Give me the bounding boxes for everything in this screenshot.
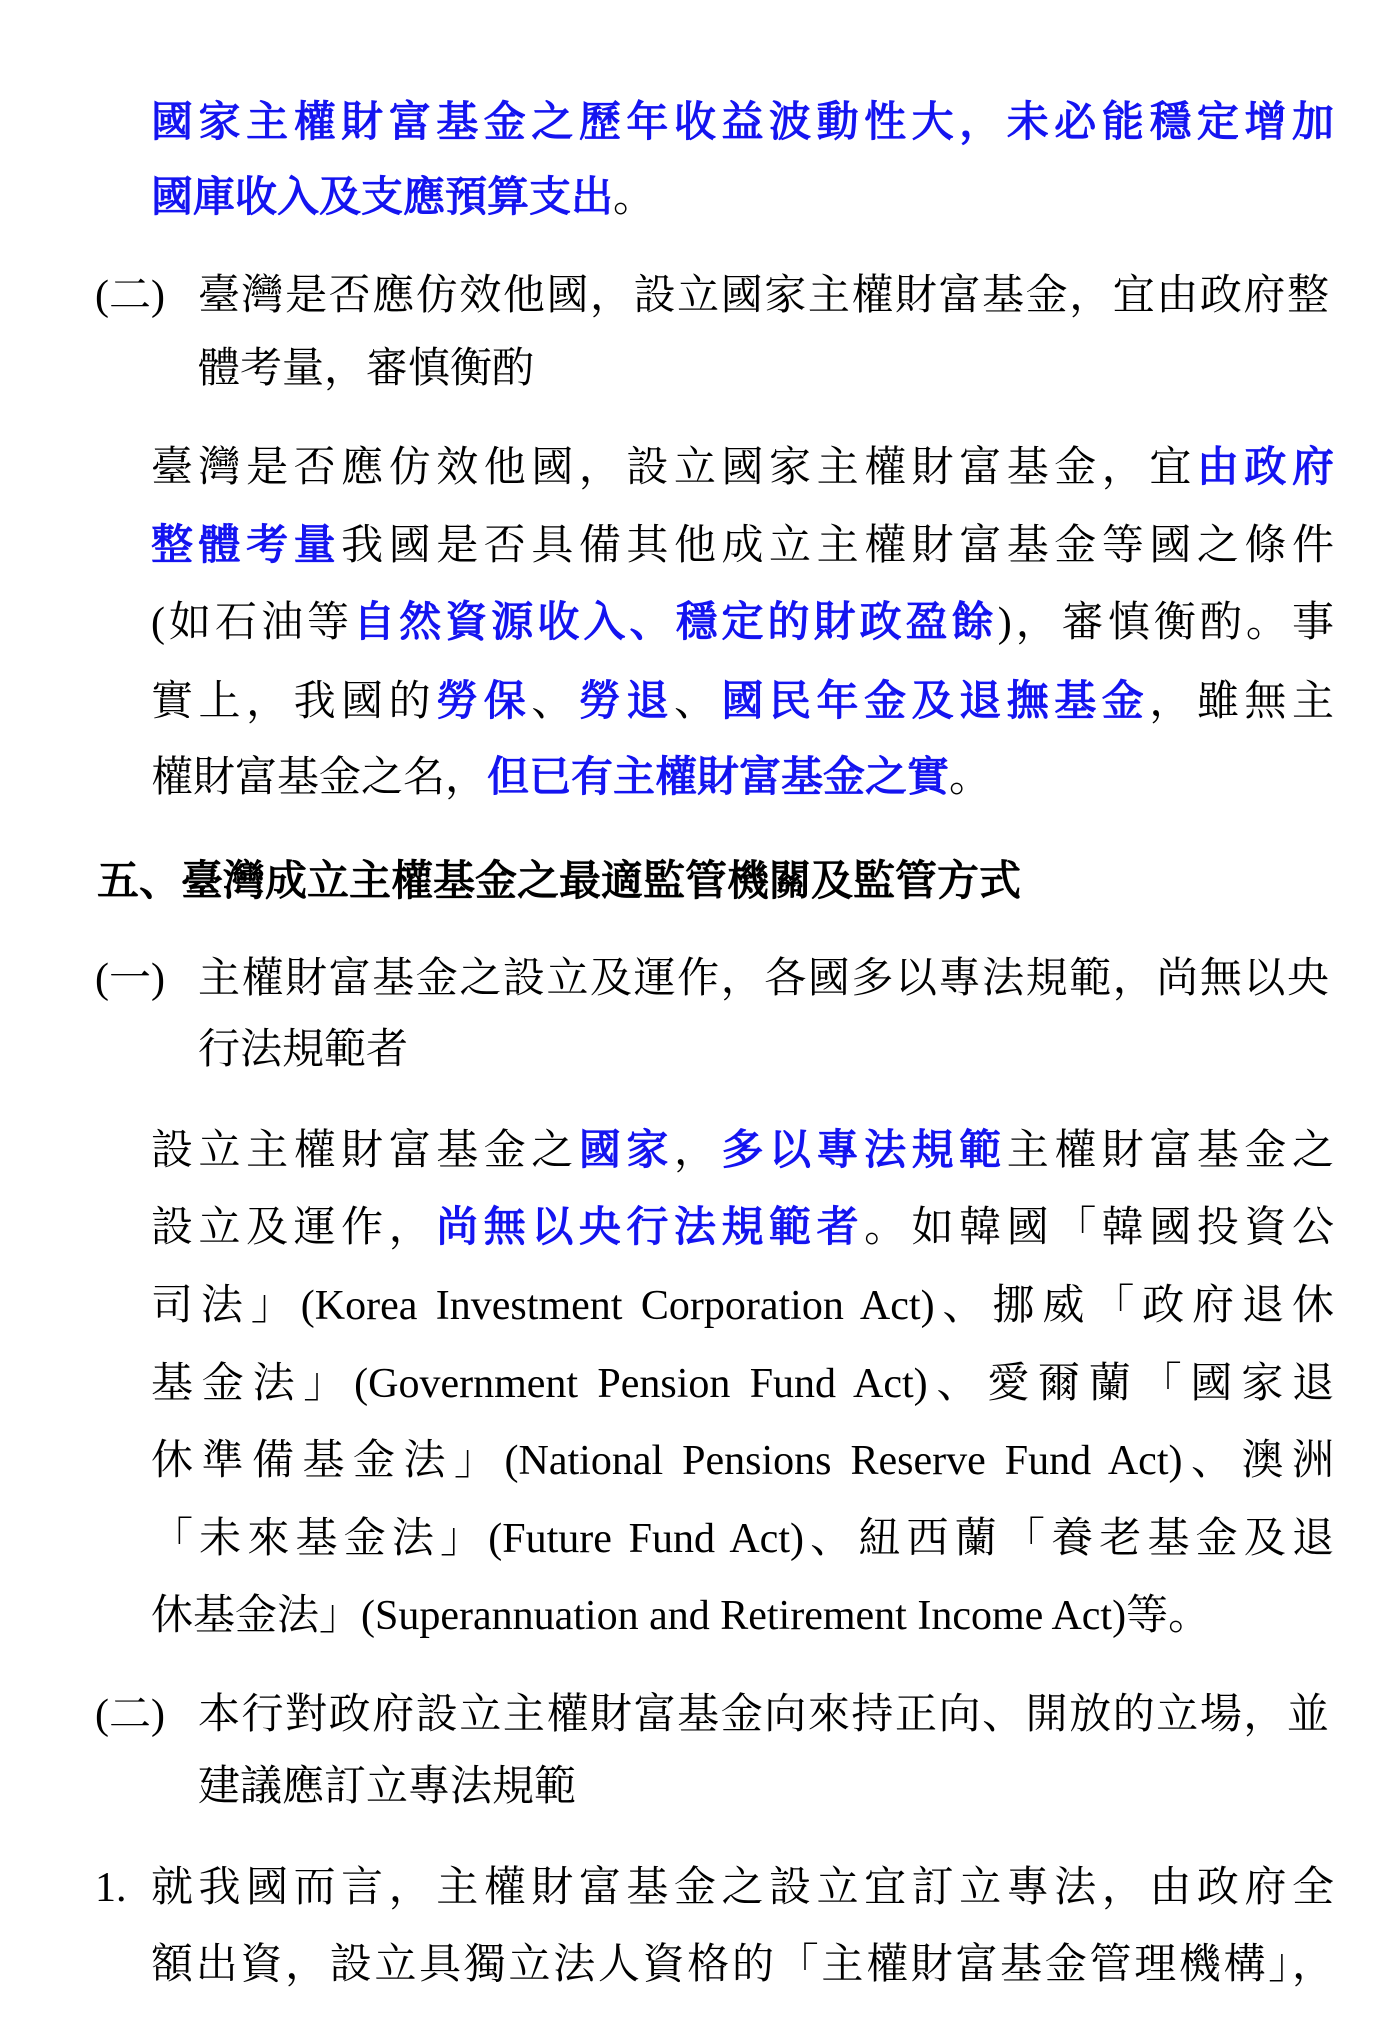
paragraph-line: [151, 674, 1334, 730]
text-segment: ，雖無主: [1149, 679, 1334, 725]
paragraph-line: [151, 595, 1334, 651]
text-segment: 主權財富基金之: [1006, 1128, 1334, 1174]
paragraph-line: [151, 1356, 1334, 1412]
paragraph-line: [151, 1433, 1334, 1489]
text-segment: 臺灣是否應仿效他國，設立國家主權財富基金，宜: [151, 445, 1197, 491]
section-heading-line: [198, 341, 1329, 397]
list-number: 1.: [95, 1865, 127, 1911]
paragraph-line: [151, 440, 1334, 496]
text-segment: 休基金法」(Superannuation and Retirement Income Act)等。: [151, 1593, 1211, 1639]
paragraph-line: [151, 750, 1334, 806]
text-segment: ，: [673, 1128, 722, 1174]
text-segment: 主權財富基金之設立及運作，各國多以專法規範，尚無以央: [198, 956, 1329, 1002]
highlighted-text: 國庫收入及支應預算支出: [151, 175, 614, 221]
text-segment: 本行對政府設立主權財富基金向來持正向、開放的立場，並: [198, 1692, 1329, 1738]
highlighted-text: 但已有主權財富基金之實: [487, 755, 950, 801]
text-segment: 實上，我國的: [151, 679, 437, 725]
text-segment: 臺灣是否應仿效他國，設立國家主權財富基金，宜由政府整: [198, 273, 1329, 319]
section-heading-line: [198, 1759, 1329, 1815]
text-segment: (如石油等: [151, 600, 354, 646]
section-label: (一): [95, 956, 165, 1002]
list-item-line: [151, 1937, 1334, 1993]
text-segment: 。如韓國「韓國投資公: [864, 1205, 1334, 1251]
paragraph-line: [151, 1200, 1334, 1256]
section-heading-line: [198, 268, 1329, 324]
highlighted-text: 多以專法規範: [721, 1128, 1007, 1174]
section-heading-line: [198, 1687, 1329, 1743]
section-label: (二): [95, 273, 165, 319]
highlighted-text: 國家主權財富基金之歷年收益波動性大，未必能穩定增加: [151, 100, 1334, 146]
text-segment: 、: [673, 679, 722, 725]
paragraph-line: [151, 170, 1334, 226]
text-segment: 、: [531, 679, 579, 725]
paragraph-line: [151, 1278, 1334, 1334]
text-segment: 基金法」(Government Pension Fund Act)、愛爾蘭「國家退: [151, 1361, 1334, 1407]
paragraph-line: [151, 1511, 1334, 1567]
text-segment: 就我國而言，主權財富基金之設立宜訂立專法，由政府全: [151, 1865, 1334, 1911]
text-segment: )，審慎衡酌。事: [997, 600, 1334, 646]
text-segment: 行法規範者: [198, 1027, 409, 1073]
highlighted-text: 勞退: [578, 679, 674, 725]
highlighted-text: 尚無以央行法規範者: [436, 1205, 865, 1251]
list-item-line: [151, 1860, 1334, 1916]
section-heading-line: [198, 951, 1329, 1007]
text-segment: 休準備基金法」(National Pensions Reserve Fund Act)、澳洲: [151, 1438, 1334, 1484]
section-label: (二): [95, 1692, 165, 1738]
paragraph-line: [151, 1123, 1334, 1179]
highlighted-text: 勞保: [436, 679, 532, 725]
highlighted-text: 自然資源收入、穩定的財政盈餘: [353, 600, 998, 646]
text-segment: 我國是否具備其他成立主權財富基金等國之條件: [341, 523, 1334, 569]
text-segment: 司法」(Korea Investment Corporation Act)、挪威「政府退休: [151, 1283, 1334, 1329]
section-heading-line: [198, 1022, 1329, 1078]
text-segment: 額出資，設立具獨立法人資格的「主權財富基金管理機構」，: [151, 1942, 1334, 1988]
paragraph-line: [151, 95, 1334, 151]
text-segment: 五、臺灣成立主權基金之最適監管機關及監管方式: [97, 859, 1022, 905]
text-segment: 設立主權財富基金之: [151, 1128, 579, 1174]
text-segment: 體考量，審慎衡酌: [198, 346, 535, 392]
highlighted-text: 國民年金及退撫基金: [721, 679, 1150, 725]
text-segment: 。: [613, 175, 656, 221]
text-segment: 建議應訂立專法規範: [198, 1764, 577, 1810]
text-segment: 設立及運作，: [151, 1205, 437, 1251]
highlighted-text: 國家: [578, 1128, 674, 1174]
highlighted-text: 整體考量: [151, 523, 342, 569]
text-segment: 「未來基金法」(Future Fund Act)、紐西蘭「養老基金及退: [151, 1516, 1334, 1562]
paragraph-line: [151, 1588, 1334, 1644]
chapter-heading: [97, 854, 1021, 910]
text-segment: 權財富基金之名，: [151, 755, 488, 801]
paragraph-line: [151, 518, 1334, 574]
text-segment: 。: [949, 755, 992, 801]
highlighted-text: 由政府: [1196, 445, 1334, 491]
